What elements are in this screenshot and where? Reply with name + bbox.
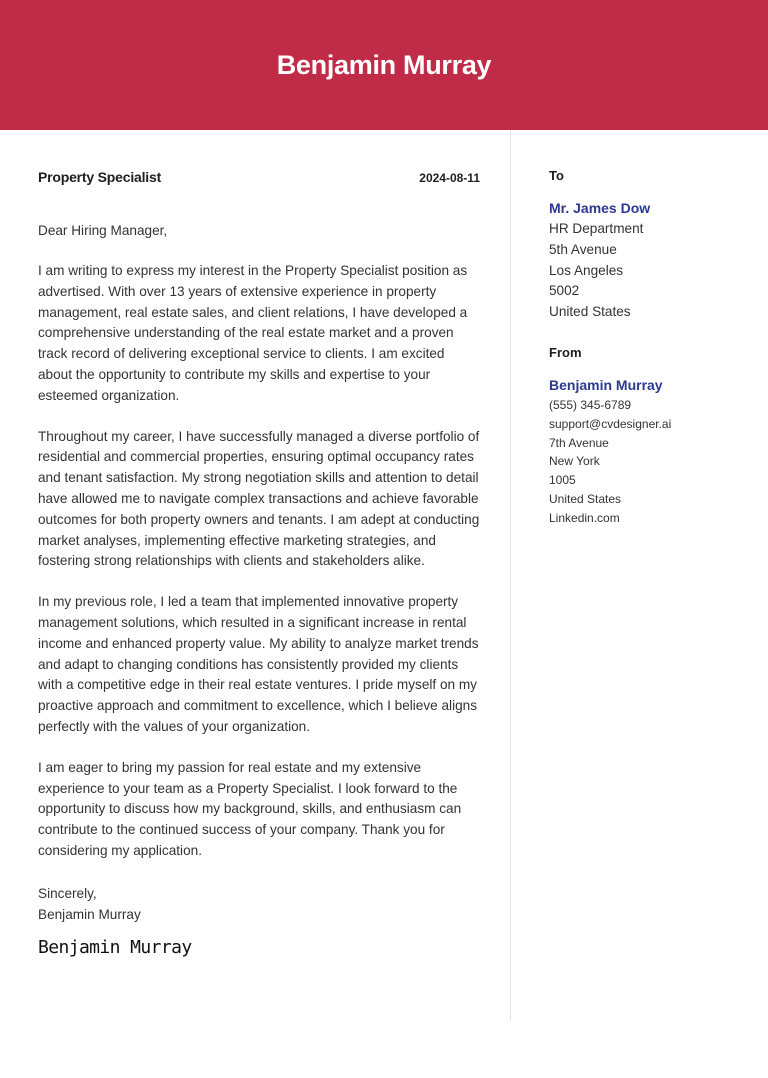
column-divider [510, 130, 511, 1020]
sender-heading: From [549, 344, 582, 360]
recipient-department: HR Department [549, 221, 644, 236]
applicant-name-title: Benjamin Murray [276, 49, 492, 80]
contact-sidebar [549, 168, 749, 528]
recipient-heading: To [549, 168, 564, 183]
recipient-country: United States [549, 304, 631, 320]
sender-email: support@cvdesigner.ai [549, 416, 672, 431]
signature: Benjamin Murray [38, 936, 192, 958]
sender-phone: (555) 345-6789 [549, 397, 632, 412]
closing-block [38, 883, 480, 925]
sender-zip: 1005 [549, 473, 576, 488]
sender-city: New York [549, 454, 600, 469]
paragraph-1: I am writing to express my interest in the Property Specialist position as advertised. With over 13 years of extensive experience in property management, real estate sales, and client relations, I have developed a comprehensive understanding of the real estate market and a proven track record of delivering exceptional service to clients. I am excited about the opportunity to contribute my skills and expertise to your esteemed organization. [38, 263, 468, 403]
letter-date: 2024-08-11 [419, 171, 480, 185]
sender-street: 7th Avenue [549, 435, 609, 450]
paragraph-2: Throughout my career, I have successfully managed a diverse portfolio of residential and commercial properties, ensuring optimal occupancy rates and tenant satisfaction. My strong negotiation skills and attention to detail have allowed me to navigate complex transactions and achieve favorable outcomes for both property owners and tenants. I am adept at conducting market analyses, implementing effective marketing strategies, and fostering strong relationships with clients and stakeholders alike. [38, 428, 480, 569]
salutation: Dear Hiring Manager, [38, 223, 168, 238]
paragraph-4: I am eager to bring my passion for real estate and my extensive experience to your team as a Property Specialist. I look forward to the opportunity to discuss how my background, skills, and enthusiasm can contribute to the continued success of your company. Thank you for considering my application. [38, 759, 462, 858]
sender-country: United States [549, 491, 622, 506]
header-banner [0, 0, 768, 130]
letter-body [38, 169, 480, 958]
sender-linkedin: Linkedin.com [549, 510, 620, 525]
recipient-street: 5th Avenue [549, 241, 617, 257]
recipient-city: Los Angeles [549, 262, 624, 278]
closing-name: Benjamin Murray [38, 906, 141, 922]
closing-phrase: Sincerely, [38, 885, 97, 901]
recipient-name: Mr. James Dow [549, 200, 651, 216]
letter-meta [38, 169, 480, 187]
recipient-zip: 5002 [549, 283, 580, 299]
job-title: Property Specialist [38, 169, 162, 185]
paragraph-3: In my previous role, I led a team that implemented innovative property management solutions, which resulted in a significant increase in rental income and enhanced property value. My ability to analyze market trends and adapt to changing conditions has consistently provided my clients with a competitive edge in their real estate ventures. I pride myself on my proactive approach and commitment to excellence, which I believe aligns perfectly with the values of your organization. [38, 594, 479, 734]
sender-name: Benjamin Murray [549, 376, 663, 393]
